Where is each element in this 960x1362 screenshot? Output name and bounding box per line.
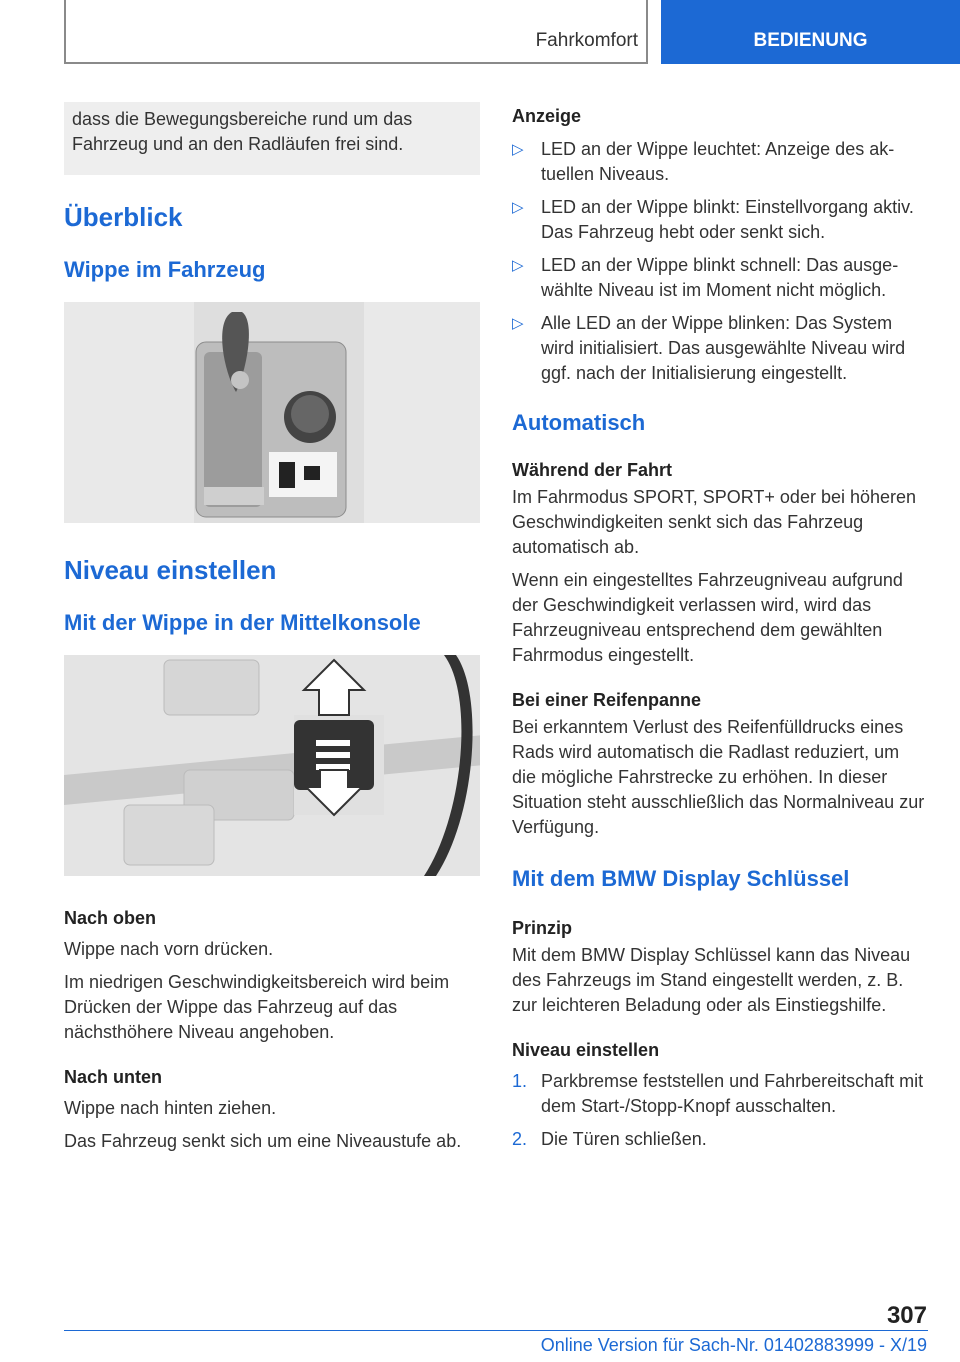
footer-divider <box>64 1330 928 1331</box>
step-number: 2. <box>512 1129 528 1149</box>
heading-auto: Automatisch <box>512 410 646 435</box>
down-text-2: Das Fahrzeug senkt sich um eine Niveaustufe ab. <box>64 1131 462 1151</box>
list-item-text: LED an der Wippe blinkt schnell: Das ausgewählte Niveau ist im Moment nicht möglich. <box>541 255 899 300</box>
online-version-link[interactable]: Online Version für Sach-Nr. 01402883999 - X/19 <box>540 1335 927 1355</box>
step-text: Die Türen schließen. <box>541 1129 707 1149</box>
list-item <box>512 311 928 386</box>
puncture-text: Bei erkanntem Verlust des Reifenfülldrucks eines Rads wird automatisch die Radlast reduziert, um die mögliche Fahrstrecke zu erhöhen. In dieser Situation steht ausschließlich das Normalniveau zur Verfügung. <box>512 717 925 837</box>
triangle-bullet-icon: ▷ <box>512 315 524 332</box>
page-number: 307 <box>886 1302 927 1329</box>
display-title: Anzeige <box>512 106 582 126</box>
triangle-bullet-icon: ▷ <box>512 257 524 274</box>
step-number: 1. <box>512 1071 528 1091</box>
display-list <box>512 137 928 386</box>
step-item <box>512 1069 928 1119</box>
triangle-bullet-icon: ▷ <box>512 141 524 158</box>
rocker-photo <box>64 655 480 876</box>
set-title: Niveau einstellen <box>512 1040 660 1060</box>
principle-text: Mit dem BMW Display Schlüssel kann das Niveau des Fahrzeugs im Stand eingestellt werden, z. B. zur leichteren Beladung oder als Einstiegshilfe. <box>512 945 911 1015</box>
up-text-2: Im niedrigen Geschwindigkeitsbereich wird beim Drücken der Wippe das Fahrzeug auf das nächsthöhere Niveau angehoben. <box>64 972 450 1042</box>
up-title: Nach oben <box>64 908 157 928</box>
down-text-1: Wippe nach hinten ziehen. <box>64 1098 277 1118</box>
heading-key: Mit dem BMW Display Schlüssel <box>512 866 850 891</box>
chapter-label: BEDIENUNG <box>753 30 868 51</box>
list-item <box>512 195 928 245</box>
puncture-title: Bei einer Reifenpanne <box>512 690 702 710</box>
up-text-1: Wippe nach vorn drücken. <box>64 939 274 959</box>
list-item-text: Alle LED an der Wippe blinken: Das System wird initialisiert. Das ausgewählte Niveau wird ggf. nach der Initialisierung eingestellt. <box>541 313 906 383</box>
list-item-text: LED an der Wippe blinkt: Einstellvorgang aktiv. Das Fahrzeug hebt oder senkt sich. <box>541 197 914 242</box>
principle-title: Prinzip <box>512 918 573 938</box>
notice-box <box>64 102 480 175</box>
driving-text-2: Wenn ein eingestelltes Fahrzeugniveau aufgrund der Geschwindigkeit verlassen wird, wird das Fahrzeugniveau entsprechend dem gewählten Fahrmodus eingestellt. <box>512 570 903 665</box>
heading-level: Niveau einstellen <box>64 555 277 585</box>
triangle-bullet-icon: ▷ <box>512 199 524 216</box>
left-column <box>64 102 480 1154</box>
list-item-text: LED an der Wippe leuchtet: Anzeige des aktuellen Niveaus. <box>541 139 895 184</box>
driving-title: Während der Fahrt <box>512 460 673 480</box>
list-item <box>512 253 928 303</box>
heading-console: Mit der Wippe in der Mittelkonsole <box>64 610 421 635</box>
step-text: Parkbremse feststellen und Fahrbereitschaft mit dem Start-/Stopp-Knopf ausschalten. <box>541 1071 924 1116</box>
section-title: Fahrkomfort <box>535 30 638 51</box>
step-item <box>512 1127 928 1152</box>
heading-overview: Überblick <box>64 202 183 232</box>
driving-text-1: Im Fahrmodus SPORT, SPORT+ oder bei höheren Geschwindigkeiten senkt sich das Fahrzeug automatisch ab. <box>512 487 917 557</box>
notice-text: dass die Bewegungsbereiche rund um das Fahrzeug und an den Radläufen frei sind. <box>72 109 413 154</box>
heading-rocker: Wippe im Fahrzeug <box>64 257 266 282</box>
chapter-tab[interactable] <box>661 0 960 64</box>
right-column <box>512 102 928 1160</box>
steps-list <box>512 1069 928 1152</box>
console-photo <box>64 302 480 523</box>
list-item <box>512 137 928 187</box>
down-title: Nach unten <box>64 1067 163 1087</box>
